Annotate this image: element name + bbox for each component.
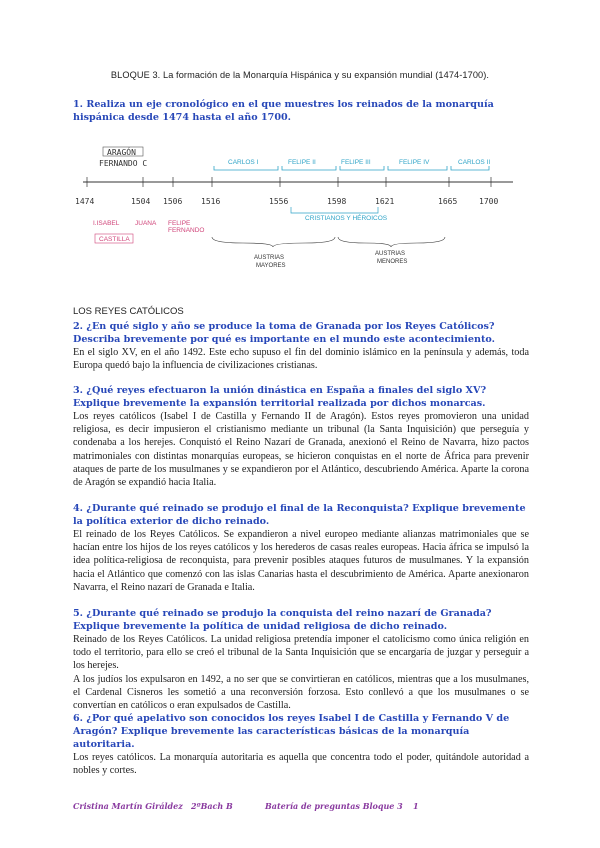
year-label: 1506 bbox=[163, 197, 183, 206]
footer-page-number: 1 bbox=[413, 801, 419, 811]
question-4-block bbox=[73, 502, 529, 594]
label-isabel: I.ISABEL bbox=[93, 220, 120, 227]
question-3: 3. ¿Qué reyes efectuaron la unión dinástica en España a finales del siglo XV? Explique brevemente la expansión territorial realizada por dichos monarcas. bbox=[73, 385, 487, 409]
label-juana: JUANA bbox=[135, 220, 157, 227]
label-carlos-1: CARLOS I bbox=[228, 159, 259, 166]
question-6-block bbox=[73, 712, 529, 777]
label-felipe-4: FELIPE IV bbox=[399, 159, 430, 166]
chronological-timeline bbox=[73, 135, 529, 300]
label-cristianos: CRISTIANOS Y HÉROICOS bbox=[305, 215, 388, 222]
question-3-block bbox=[73, 384, 529, 489]
footer-subject: Batería de preguntas Bloque 3 bbox=[265, 801, 403, 811]
reign-brackets bbox=[214, 166, 489, 170]
year-label: 1665 bbox=[438, 197, 458, 206]
section-title: LOS REYES CATÓLICOS bbox=[73, 306, 184, 317]
question-2: 2. ¿En qué siglo y año se produce la toma de Granada por los Reyes Católicos? Describa brevemente por qué es importante en el mundo este acontecimiento. bbox=[73, 321, 495, 345]
label-carlos-2: CARLOS II bbox=[458, 159, 491, 166]
year-label: 1504 bbox=[131, 197, 151, 206]
label-fernando-2: FERNANDO bbox=[168, 227, 205, 234]
cristianos-bracket bbox=[291, 207, 378, 213]
year-label: 1598 bbox=[327, 197, 347, 206]
answer-5-part-1: Reinado de los Reyes Católicos. La unidad religiosa pretendía imponer el catolicismo como única religión en todo el territorio, para ello se creó el tribunal de la Santa Inquisición que se encargaría de juzgar y perseguir a los herejes. bbox=[73, 634, 529, 672]
question-1: 1. Realiza un eje cronológico en el que muestres los reinados de la monarquía hispánica desde 1474 hasta el año 1700. bbox=[73, 99, 494, 123]
year-label: 1474 bbox=[75, 197, 95, 206]
label-austrias-menores-1: AUSTRIAS bbox=[375, 251, 406, 257]
answer-3: Los reyes católicos (Isabel I de Castilla y Fernando II de Aragón). Estos reyes promovieron una unidad religiosa, es decir impusieron el cristianismo mediante un tribunal (la Santa Inquisición) que perseguía y condenaba a los herejes. Conquistó el Reino Nazarí de Granada, anexionó el Reino de Navarra, hizo pactos matrimoniales con distintas monarquías europeas, se hicieron conquistas en el norte de África para prevenir ataques de parte de los musulmanes y se expandieron por el Atlántico, descubriendo América. Aparte la corona de Aragón se expandió hacia Italia. bbox=[73, 411, 529, 489]
answer-4: El reinado de los Reyes Católicos. Se expandieron a nivel europeo mediante alianzas matrimoniales que se hacían entre los hijos de los reyes católicos y los herederos de casas reales europeas. Hacia áfrica se impulsó la idea política-religiosa de reconquista, para prevenir posibles ataques futuros de musulmanes. Y la expansión hacia el Atlántico que comenzó con las islas Canarias hasta el descubrimiento de América. Aparte anexionaron Navarra, el Reino nazarí de Granada e Italia. bbox=[73, 529, 529, 593]
question-6: 6. ¿Por qué apelativo son conocidos los reyes Isabel I de Castilla y Fernando V de Aragón? Explique brevemente las características básicas de la monarquía autoritaria. bbox=[73, 713, 510, 750]
label-austrias-mayores-1: AUSTRIAS bbox=[254, 255, 285, 261]
year-label: 1621 bbox=[375, 197, 395, 206]
label-castilla: CASTILLA bbox=[99, 236, 130, 243]
label-aragon: ARAGÓN bbox=[107, 148, 136, 157]
label-felipe-3: FELIPE III bbox=[341, 159, 371, 166]
label-felipe: FELIPE bbox=[168, 220, 191, 227]
label-felipe-2: FELIPE II bbox=[288, 159, 316, 166]
year-label: 1556 bbox=[269, 197, 289, 206]
question-5-block bbox=[73, 607, 529, 712]
question-4: 4. ¿Durante qué reinado se produjo el final de la Reconquista? Explique brevemente la política exterior de dicho reinado. bbox=[73, 503, 526, 527]
label-fernando: FERNANDO C bbox=[99, 159, 148, 168]
answer-2: En el siglo XV, en el año 1492. Este echo supuso el fin del dominio islámico en la península y además, toda Europa quedó bajo la influencia de civilizaciones cristianas. bbox=[73, 347, 529, 372]
austrias-mayores-brace bbox=[212, 237, 335, 247]
label-austrias-menores-2: MENORES bbox=[377, 259, 408, 265]
label-austrias-mayores-2: MAYORES bbox=[256, 263, 286, 269]
footer-course: 2ºBach B bbox=[191, 801, 233, 811]
question-2-block bbox=[73, 320, 529, 372]
year-label: 1516 bbox=[201, 197, 221, 206]
year-label: 1700 bbox=[479, 197, 499, 206]
question-5: 5. ¿Durante qué reinado se produjo la conquista del reino nazarí de Granada? Explique brevemente la política de unidad religiosa de dicho reinado. bbox=[73, 608, 492, 632]
answer-5-part-2: A los judíos los expulsaron en 1492, a no ser que se convirtieran en católicos, mientras que a los musulmanes, el Cardenal Cisneros les sometió a una reconversión forzosa. Esto conllevó a que los musulmanes o se convertían en católicos o eran expulsados de Castilla. bbox=[73, 673, 529, 712]
footer-author: Cristina Martín Giráldez bbox=[73, 801, 183, 811]
timeline-years bbox=[75, 197, 498, 206]
document-header: BLOQUE 3. La formación de la Monarquía Hispánica y su expansión mundial (1474-1700). bbox=[110, 70, 490, 80]
austrias-menores-brace bbox=[338, 237, 445, 247]
answer-6: Los reyes católicos. La monarquía autoritaria es aquella que concentra todo el poder, quitándole autoridad a nobles y cortes. bbox=[73, 752, 529, 777]
